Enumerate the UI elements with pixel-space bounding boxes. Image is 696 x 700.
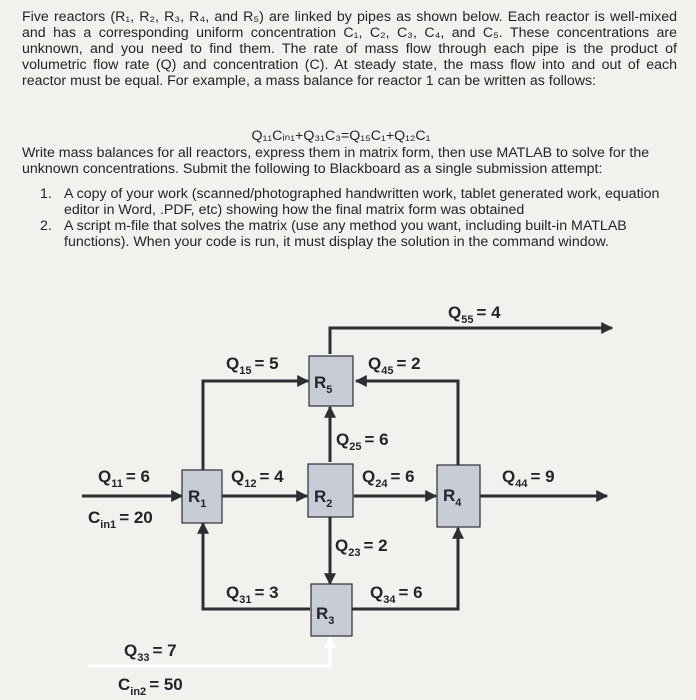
flow-q31-label: $Q_{31} = 3$ <box>226 583 279 606</box>
example-equation-text: Q₁₁Cᵢₙ₁+Q₃₁C₃=Q₁₅C₁+Q₁₂C₁ <box>251 128 431 144</box>
reactor-r1 <box>182 470 222 523</box>
reactor-r1-label: $R_1$ <box>188 487 207 510</box>
reactor-r4 <box>437 465 480 527</box>
flow-q25-label: $Q_{25} = 6$ <box>336 430 389 453</box>
list-item-text: A copy of your work (scanned/photographed handwritten work, tablet generated work, equation editor in Word, .PDF, etc) showing how the final matrix form was obtained <box>64 186 660 218</box>
flow-q34-label: $Q_{34} = 6$ <box>370 583 423 606</box>
flow-q33-label: $Q_{33} = 7$ <box>124 641 177 664</box>
instruction-paragraph: Write mass balances for all reactors, express them in matrix form, then use MATLAB to solve for the unknown concentrations. Submit the following to Blackboard as a single submission attempt: <box>22 145 650 177</box>
flow-q12-label: $Q_{12} = 4$ <box>231 467 284 490</box>
flow-q44-label: $Q_{44} = 9$ <box>502 467 555 490</box>
input-cin1-label: $C_{in1} = 20$ <box>88 508 153 531</box>
intro-paragraph: Five reactors (R₁, R₂, R₃, R₄, and R₅) are linked by pipes as shown below. Each reactor is well-mixed and has a corresponding uniform concentration C₁, C₂, C₃, C₄, and C₅. These concentrations are unknown, and you need to find them. The rate of mass flow through each pipe is the product of volumetric flow rate (Q) and concentration (C). At steady state, the mass flow into and out of each reactor must be equal. For example, a mass balance for reactor 1 can be written as follows: <box>22 9 677 89</box>
reactor-r2-label: $R_2$ <box>314 487 333 510</box>
flow-q45-label: $Q_{45} = 2$ <box>368 354 421 377</box>
reactor-r4-label: $R_4$ <box>443 486 462 509</box>
list-item-text: A script m-file that solves the matrix (use any method you want, including built-in MATLAB functions). When your code is run, it must display the solution in the command window. <box>64 218 627 250</box>
list-item-number: 1. <box>40 186 52 202</box>
list-item-number: 2. <box>40 218 52 234</box>
input-cin2-label: $C_{in2} = 50$ <box>118 675 183 698</box>
reactor-r3-label: $R_3$ <box>316 604 335 627</box>
flow-q24-label: $Q_{24} = 6$ <box>362 467 415 490</box>
reactor-r2 <box>308 464 353 517</box>
flow-q11-label: $Q_{11} = 6$ <box>98 467 150 490</box>
reactor-r5-label: $R_5$ <box>314 373 333 396</box>
flow-q55-label: $Q_{55} = 4$ <box>448 303 501 326</box>
reactor-r5 <box>309 356 353 406</box>
pipe-q55 <box>330 328 612 354</box>
flow-q23-label: $Q_{23} = 2$ <box>335 536 388 559</box>
flow-q15-label: $Q_{15} = 5$ <box>226 354 279 377</box>
reactor-r3 <box>311 584 352 636</box>
